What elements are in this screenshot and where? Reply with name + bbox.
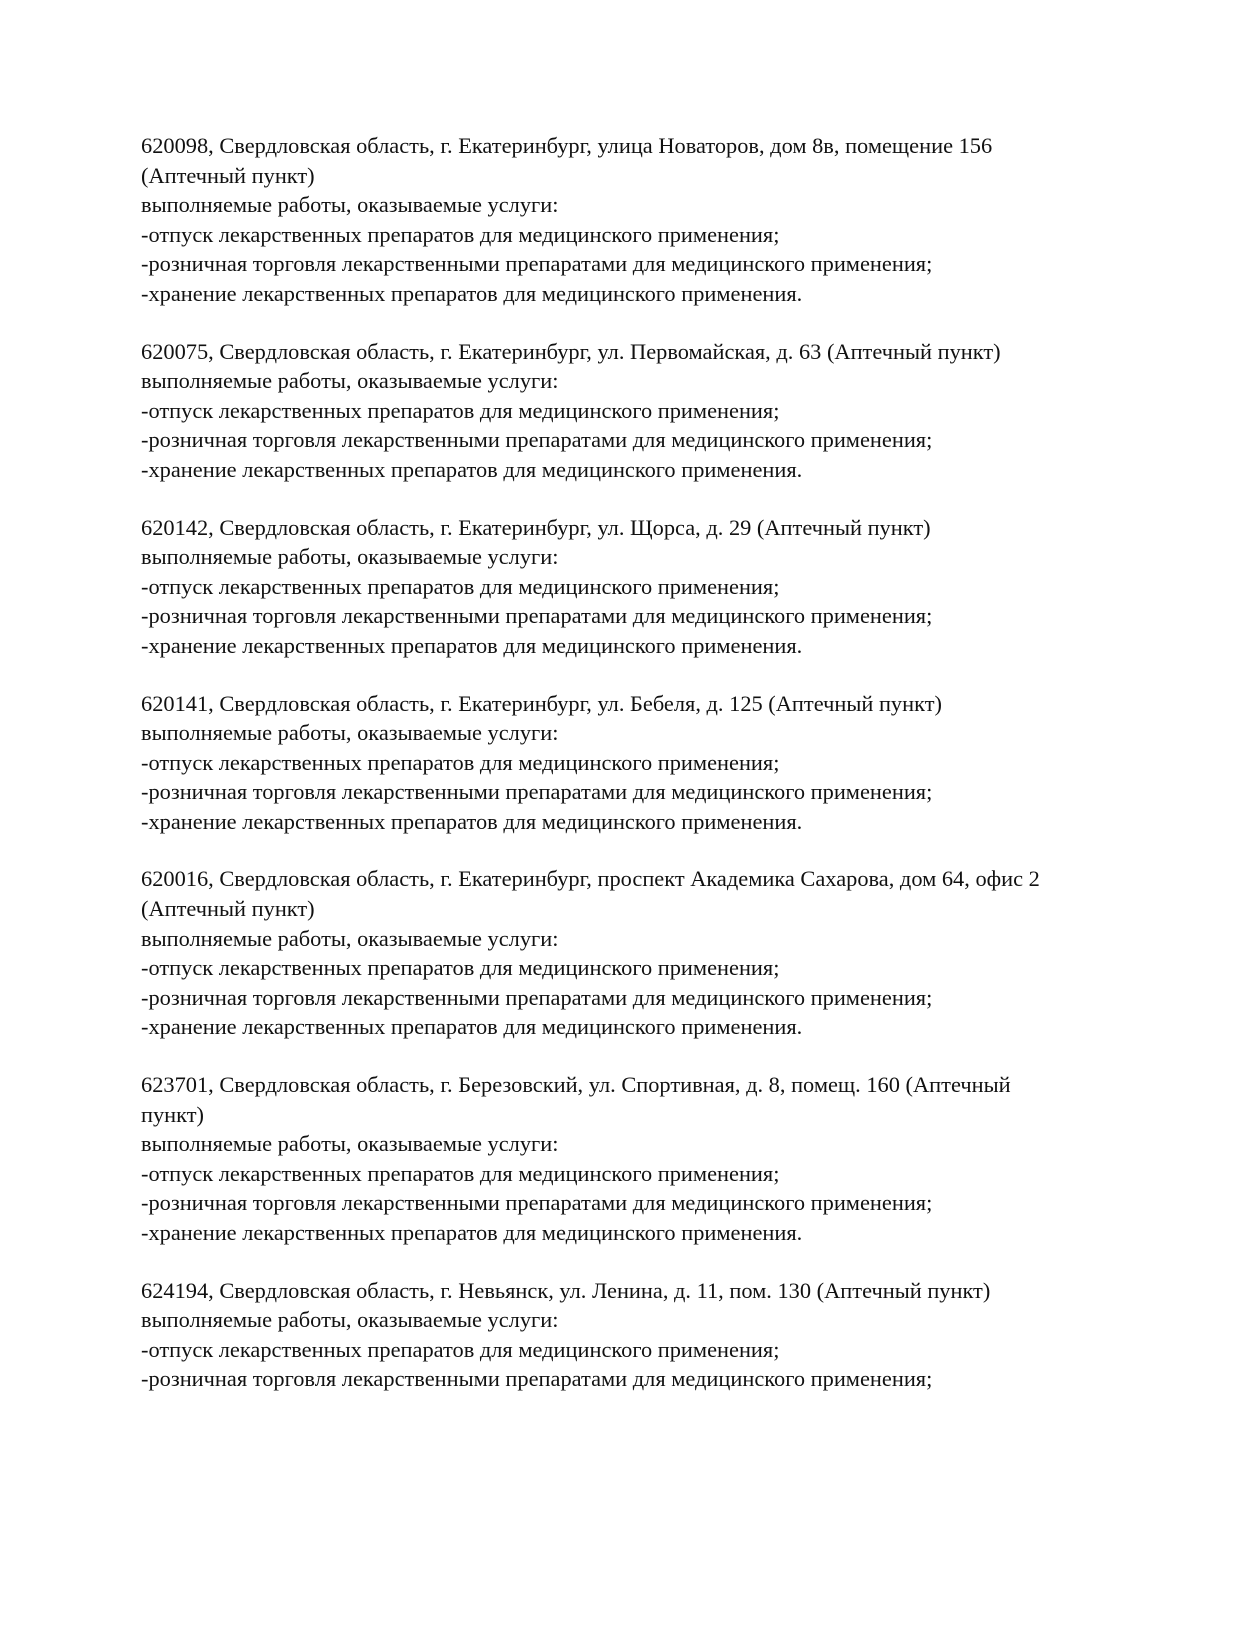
entry-address-line: 620098, Свердловская область, г. Екатеринбург, улица Новаторов, дом 8в, помещение 156: [141, 133, 993, 158]
entry-service-item: -отпуск лекарственных препаратов для медицинского применения;: [141, 1160, 780, 1186]
entry-service-item: -хранение лекарственных препаратов для медицинского применения.: [141, 456, 803, 482]
entry-services-header: выполняемые работы, оказываемые услуги:: [141, 544, 559, 570]
license-entry: [141, 864, 1141, 1042]
entry-address-line: 620142, Свердловская область, г. Екатеринбург, ул. Щорса, д. 29 (Аптечный пункт): [141, 514, 931, 540]
entry-service-item: -розничная торговля лекарственными препаратами для медицинского применения;: [141, 1190, 933, 1216]
document-page: [141, 131, 1141, 1422]
entry-address-line: 624194, Свердловская область, г. Невьянск, ул. Ленина, д. 11, пом. 130 (Аптечный пункт): [141, 1277, 991, 1303]
entry-services-header: выполняемые работы, оказываемые услуги:: [141, 368, 559, 394]
entry-services-header: выполняемые работы, оказываемые услуги:: [141, 925, 559, 951]
entry-address-line: (Аптечный пункт): [141, 896, 315, 922]
entry-address-line: пункт): [141, 1101, 204, 1127]
entry-service-item: -хранение лекарственных препаратов для медицинского применения.: [141, 808, 803, 834]
license-entry: [141, 131, 1141, 309]
entry-service-item: -хранение лекарственных препаратов для медицинского применения.: [141, 1014, 803, 1040]
license-entry: [141, 1276, 1141, 1394]
entry-service-item: -розничная торговля лекарственными препаратами для медицинского применения;: [141, 603, 933, 629]
entry-service-item: -отпуск лекарственных препаратов для медицинского применения;: [141, 749, 780, 775]
entry-services-header: выполняемые работы, оказываемые услуги:: [141, 192, 559, 218]
entry-service-item: -отпуск лекарственных препаратов для медицинского применения;: [141, 221, 780, 247]
entry-services-header: выполняемые работы, оказываемые услуги:: [141, 1307, 559, 1333]
entry-service-item: -розничная торговля лекарственными препаратами для медицинского применения;: [141, 427, 933, 453]
entry-services-header: выполняемые работы, оказываемые услуги:: [141, 720, 559, 746]
license-entry: [141, 689, 1141, 837]
license-entry: [141, 513, 1141, 661]
entry-address-line: (Аптечный пункт): [141, 162, 315, 188]
entry-service-item: -отпуск лекарственных препаратов для медицинского применения;: [141, 955, 780, 981]
entry-service-item: -розничная торговля лекарственными препаратами для медицинского применения;: [141, 779, 933, 805]
entry-service-item: -розничная торговля лекарственными препаратами для медицинского применения;: [141, 1366, 933, 1392]
entry-service-item: -отпуск лекарственных препаратов для медицинского применения;: [141, 1336, 780, 1362]
entry-address-line: 620075, Свердловская область, г. Екатеринбург, ул. Первомайская, д. 63 (Аптечный пункт): [141, 338, 1001, 364]
entry-address-line: 620141, Свердловская область, г. Екатеринбург, ул. Бебеля, д. 125 (Аптечный пункт): [141, 690, 942, 716]
entry-service-item: -отпуск лекарственных препаратов для медицинского применения;: [141, 573, 780, 599]
entry-service-item: -розничная торговля лекарственными препаратами для медицинского применения;: [141, 251, 933, 277]
entry-service-item: -хранение лекарственных препаратов для медицинского применения.: [141, 632, 803, 658]
entry-services-header: выполняемые работы, оказываемые услуги:: [141, 1131, 559, 1157]
entry-service-item: -хранение лекарственных препаратов для медицинского применения.: [141, 1220, 803, 1245]
entry-service-item: -хранение лекарственных препаратов для медицинского применения.: [141, 280, 803, 306]
license-entry: [141, 337, 1141, 485]
entry-service-item: -отпуск лекарственных препаратов для медицинского применения;: [141, 397, 780, 423]
entry-address-line: 620016, Свердловская область, г. Екатеринбург, проспект Академика Сахарова, дом 64, офис 2: [141, 866, 1040, 892]
entry-address-line: 623701, Свердловская область, г. Березовский, ул. Спортивная, д. 8, помещ. 160 (Аптечный: [141, 1072, 1011, 1098]
entry-service-item: -розничная торговля лекарственными препаратами для медицинского применения;: [141, 984, 933, 1010]
license-entry: [141, 1070, 1141, 1248]
